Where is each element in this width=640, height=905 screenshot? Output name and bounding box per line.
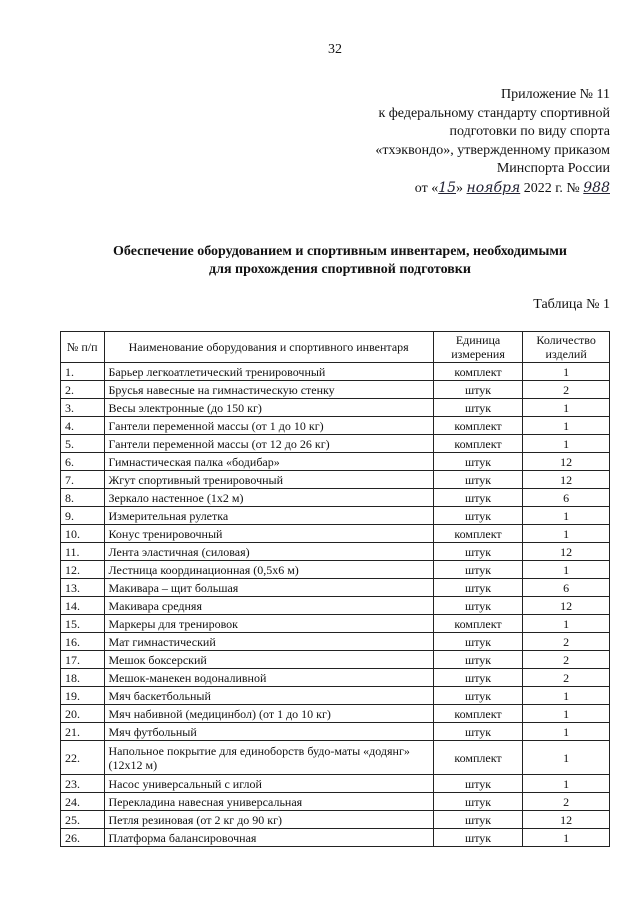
row-number: 9.: [61, 507, 105, 525]
title-line: для прохождения спортивной подготовки: [209, 262, 471, 277]
equipment-table: [60, 331, 610, 847]
row-quantity: 2: [523, 793, 610, 811]
row-number: 21.: [61, 723, 105, 741]
row-quantity: 1: [523, 741, 610, 775]
row-number: 6.: [61, 453, 105, 471]
row-number: 17.: [61, 651, 105, 669]
row-name: Измерительная рулетка: [104, 507, 433, 525]
row-name: Петля резиновая (от 2 кг до 90 кг): [104, 811, 433, 829]
table-row: [61, 829, 610, 847]
appendix-line: Приложение № 11: [501, 87, 610, 102]
appendix-line: «тхэквондо», утвержденному приказом: [375, 142, 610, 158]
row-quantity: 12: [523, 543, 610, 561]
header-unit: Единица измерения: [433, 332, 523, 363]
date-mid: »: [456, 180, 467, 196]
row-quantity: 1: [523, 525, 610, 543]
row-name: Мешок боксерский: [104, 651, 433, 669]
table-row: [61, 615, 610, 633]
row-number: 16.: [61, 633, 105, 651]
row-name: Платформа балансировочная: [104, 829, 433, 847]
table-row: [61, 471, 610, 489]
table-row: [61, 669, 610, 687]
row-quantity: 1: [523, 435, 610, 453]
row-unit: комплект: [433, 435, 523, 453]
row-number: 26.: [61, 829, 105, 847]
row-unit: штук: [433, 453, 523, 471]
row-name: Конус тренировочный: [104, 525, 433, 543]
row-name: Лестница координационная (0,5х6 м): [104, 561, 433, 579]
page-number: 32: [328, 42, 342, 57]
row-number: 7.: [61, 471, 105, 489]
row-unit: штук: [433, 471, 523, 489]
table-header-row: [61, 332, 610, 363]
table-body: [61, 363, 610, 847]
row-name: Перекладина навесная универсальная: [104, 793, 433, 811]
row-quantity: 2: [523, 633, 610, 651]
row-unit: штук: [433, 793, 523, 811]
row-quantity: 1: [523, 561, 610, 579]
header-name: Наименование оборудования и спортивного инвентаря: [104, 332, 433, 363]
table-row: [61, 507, 610, 525]
row-quantity: 12: [523, 453, 610, 471]
row-number: 4.: [61, 417, 105, 435]
table-row: [61, 633, 610, 651]
row-name: Мяч набивной (медицинбол) (от 1 до 10 кг): [104, 705, 433, 723]
row-unit: штук: [433, 829, 523, 847]
row-quantity: 12: [523, 811, 610, 829]
row-unit: штук: [433, 597, 523, 615]
row-name: Мешок-манекен водоналивной: [104, 669, 433, 687]
table-row: [61, 723, 610, 741]
row-unit: штук: [433, 811, 523, 829]
appendix-line: подготовки по виду спорта: [449, 124, 610, 140]
row-name: Напольное покрытие для единоборств будо-маты «додянг» (12х12 м): [104, 741, 433, 775]
table-row: [61, 543, 610, 561]
row-number: 1.: [61, 363, 105, 381]
document-title: [85, 243, 595, 279]
table-row: [61, 775, 610, 793]
row-name: Гантели переменной массы (от 12 до 26 кг): [104, 435, 433, 453]
row-quantity: 1: [523, 829, 610, 847]
row-number: 13.: [61, 579, 105, 597]
appendix-line: к федеральному стандарту спортивной: [378, 105, 610, 121]
row-unit: штук: [433, 489, 523, 507]
row-unit: штук: [433, 723, 523, 741]
row-quantity: 1: [523, 399, 610, 417]
row-name: Макивара средняя: [104, 597, 433, 615]
row-unit: комплект: [433, 705, 523, 723]
table-row: [61, 381, 610, 399]
row-number: 8.: [61, 489, 105, 507]
row-number: 12.: [61, 561, 105, 579]
row-number: 18.: [61, 669, 105, 687]
row-unit: штук: [433, 543, 523, 561]
header-qty: Количество изделий: [523, 332, 610, 363]
row-unit: комплект: [433, 417, 523, 435]
row-name: Весы электронные (до 150 кг): [104, 399, 433, 417]
row-number: 25.: [61, 811, 105, 829]
table-row: [61, 687, 610, 705]
row-name: Жгут спортивный тренировочный: [104, 471, 433, 489]
table-row: [61, 651, 610, 669]
row-number: 14.: [61, 597, 105, 615]
title-line: Обеспечение оборудованием и спортивным инвентарем, необходимыми: [113, 244, 567, 259]
row-quantity: 12: [523, 471, 610, 489]
row-quantity: 1: [523, 705, 610, 723]
row-name: Мяч футбольный: [104, 723, 433, 741]
row-unit: штук: [433, 775, 523, 793]
row-number: 15.: [61, 615, 105, 633]
date-year: 2022 г. №: [520, 180, 584, 196]
row-number: 10.: [61, 525, 105, 543]
row-number: 22.: [61, 741, 105, 775]
row-unit: штук: [433, 687, 523, 705]
row-quantity: 2: [523, 669, 610, 687]
table-caption: Таблица № 1: [533, 297, 610, 312]
table-row: [61, 417, 610, 435]
row-name: Маркеры для тренировок: [104, 615, 433, 633]
row-unit: штук: [433, 561, 523, 579]
row-unit: штук: [433, 381, 523, 399]
row-quantity: 2: [523, 381, 610, 399]
row-name: Гимнастическая палка «бодибар»: [104, 453, 433, 471]
row-unit: штук: [433, 669, 523, 687]
row-number: 5.: [61, 435, 105, 453]
handwritten-order-number: 988: [583, 179, 610, 196]
row-unit: штук: [433, 651, 523, 669]
handwritten-day: 15: [438, 179, 457, 196]
row-quantity: 1: [523, 363, 610, 381]
row-name: Барьер легкоатлетический тренировочный: [104, 363, 433, 381]
table-row: [61, 597, 610, 615]
row-number: 2.: [61, 381, 105, 399]
row-unit: штук: [433, 633, 523, 651]
row-name: Мяч баскетбольный: [104, 687, 433, 705]
row-number: 11.: [61, 543, 105, 561]
row-name: Гантели переменной массы (от 1 до 10 кг): [104, 417, 433, 435]
row-number: 23.: [61, 775, 105, 793]
row-quantity: 2: [523, 651, 610, 669]
row-number: 20.: [61, 705, 105, 723]
table-row: [61, 363, 610, 381]
row-unit: штук: [433, 507, 523, 525]
table-row: [61, 525, 610, 543]
row-name: Макивара – щит большая: [104, 579, 433, 597]
row-unit: комплект: [433, 363, 523, 381]
row-quantity: 6: [523, 489, 610, 507]
row-quantity: 1: [523, 417, 610, 435]
table-row: [61, 705, 610, 723]
row-name: Зеркало настенное (1х2 м): [104, 489, 433, 507]
table-row: [61, 811, 610, 829]
table-row: [61, 489, 610, 507]
row-quantity: 1: [523, 687, 610, 705]
row-quantity: 1: [523, 507, 610, 525]
row-number: 3.: [61, 399, 105, 417]
row-name: Лента эластичная (силовая): [104, 543, 433, 561]
row-unit: комплект: [433, 741, 523, 775]
row-name: Насос универсальный с иглой: [104, 775, 433, 793]
table-row: [61, 741, 610, 775]
table-row: [61, 399, 610, 417]
row-quantity: 1: [523, 723, 610, 741]
table-row: [61, 793, 610, 811]
row-number: 24.: [61, 793, 105, 811]
header-num: № п/п: [61, 332, 105, 363]
row-quantity: 12: [523, 597, 610, 615]
table-row: [61, 579, 610, 597]
row-unit: комплект: [433, 615, 523, 633]
table-row: [61, 435, 610, 453]
row-name: Мат гимнастический: [104, 633, 433, 651]
table-row: [61, 561, 610, 579]
appendix-header: [310, 86, 610, 199]
handwritten-month: ноября: [466, 179, 521, 196]
row-name: Брусья навесные на гимнастическую стенку: [104, 381, 433, 399]
date-prefix: от «: [414, 180, 439, 196]
order-date-line: [310, 179, 610, 199]
row-quantity: 6: [523, 579, 610, 597]
row-quantity: 1: [523, 775, 610, 793]
row-unit: штук: [433, 399, 523, 417]
row-number: 19.: [61, 687, 105, 705]
row-quantity: 1: [523, 615, 610, 633]
table-row: [61, 453, 610, 471]
appendix-line: Минспорта России: [496, 161, 610, 177]
row-unit: комплект: [433, 525, 523, 543]
row-unit: штук: [433, 579, 523, 597]
